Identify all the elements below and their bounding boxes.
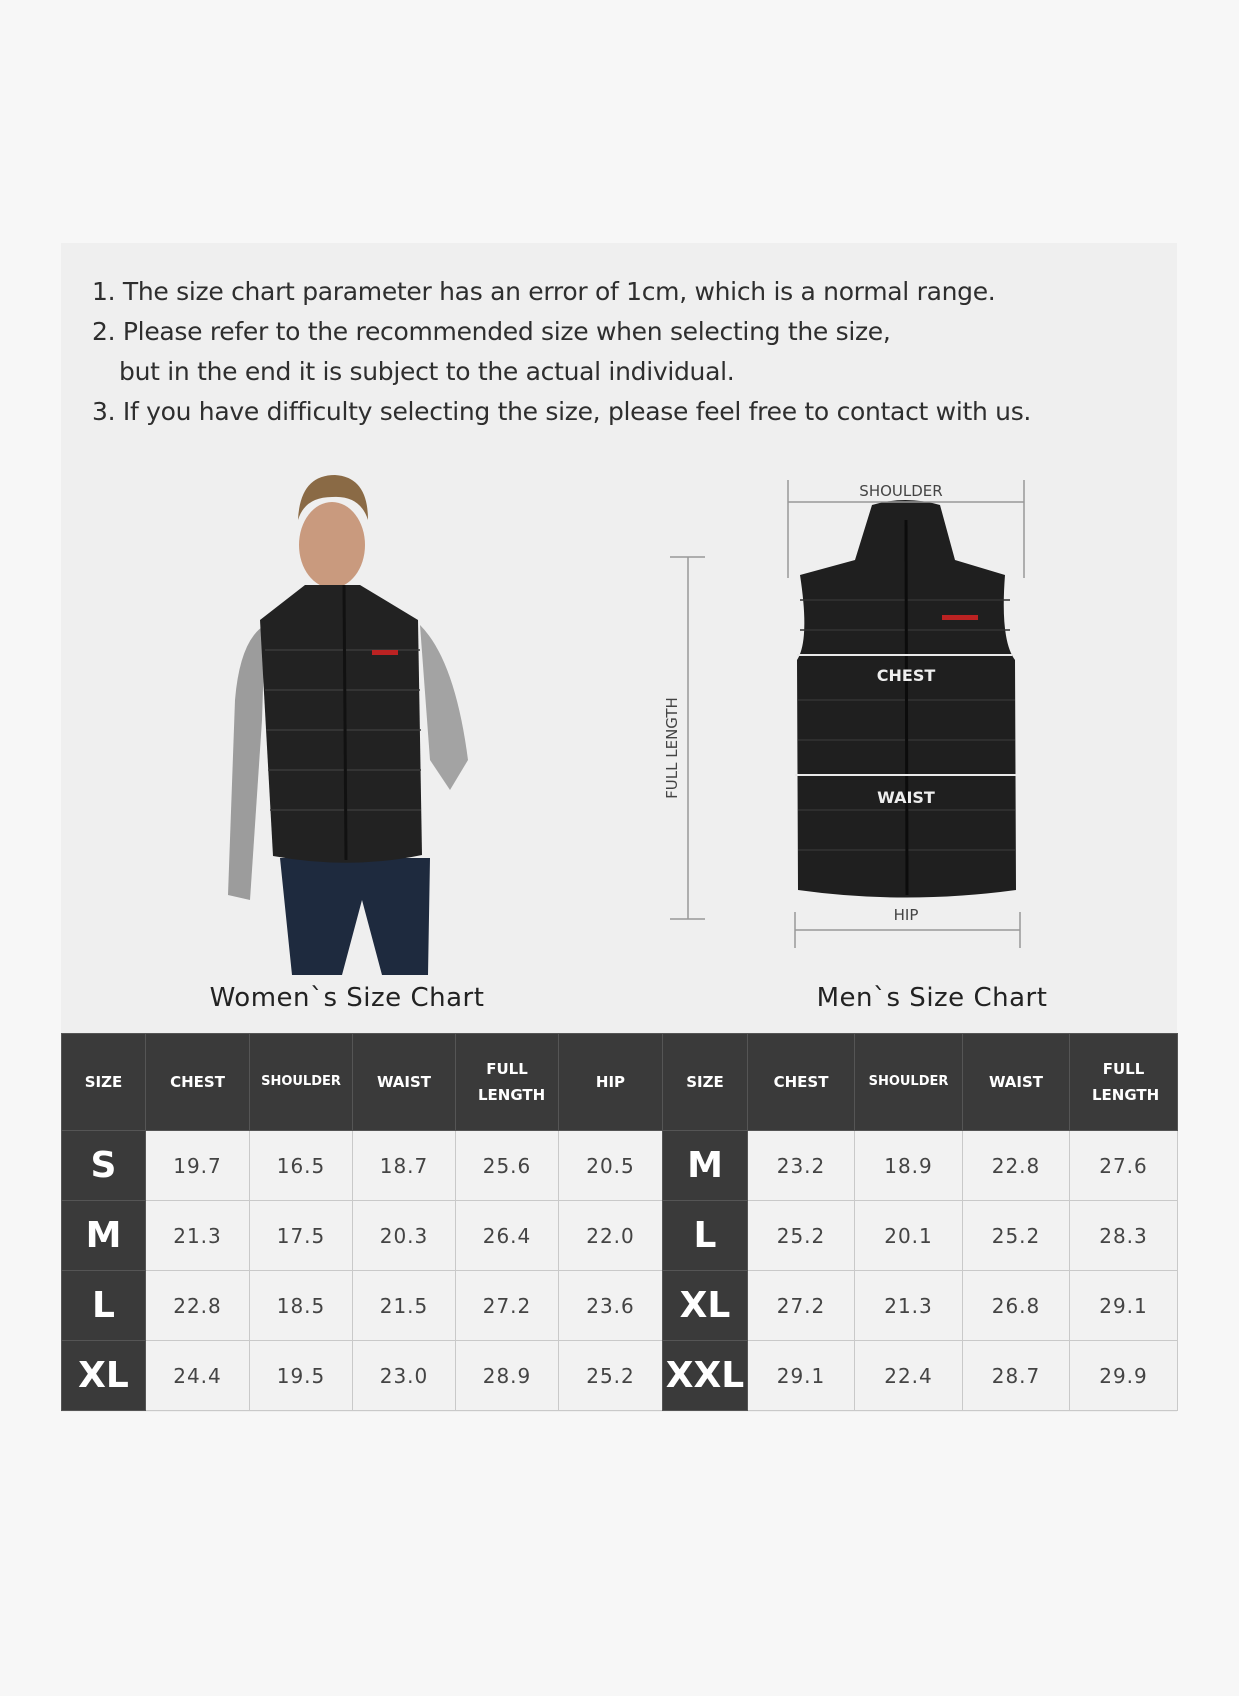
measurement-cell: 22.8 <box>146 1271 250 1341</box>
column-header: SIZE <box>663 1034 748 1131</box>
note-2: 2. Please refer to the recommended size when selecting the size, <box>92 317 891 346</box>
measurement-cell: 19.5 <box>250 1341 353 1411</box>
chest-label: CHEST <box>876 666 936 685</box>
measurement-cell: 22.0 <box>559 1201 663 1271</box>
measurement-cell: 22.4 <box>855 1341 963 1411</box>
column-header: SHOULDER <box>855 1034 963 1131</box>
measurement-cell: 24.4 <box>146 1341 250 1411</box>
measurement-cell: 28.3 <box>1070 1201 1178 1271</box>
column-header: WAIST <box>353 1034 456 1131</box>
column-header: HIP <box>559 1034 663 1131</box>
measurement-cell: 27.2 <box>456 1271 559 1341</box>
measurement-cell: 25.2 <box>963 1201 1070 1271</box>
measurement-cell: 23.6 <box>559 1271 663 1341</box>
measurement-cell: 28.9 <box>456 1341 559 1411</box>
column-header: WAIST <box>963 1034 1070 1131</box>
measurement-cell: 25.6 <box>456 1131 559 1201</box>
measurement-cell: 21.5 <box>353 1271 456 1341</box>
waist-label: WAIST <box>877 788 935 807</box>
table-row <box>663 1271 1178 1341</box>
column-header: FULL LENGTH <box>456 1034 559 1131</box>
measurement-cell: 26.8 <box>963 1271 1070 1341</box>
measurement-cell: 21.3 <box>855 1271 963 1341</box>
measurement-cell: 25.2 <box>559 1341 663 1411</box>
size-label: L <box>62 1271 146 1341</box>
size-label: L <box>663 1201 748 1271</box>
column-header: CHEST <box>748 1034 855 1131</box>
measurement-cell: 21.3 <box>146 1201 250 1271</box>
model-photo <box>228 475 468 975</box>
men-chart-title: Men`s Size Chart <box>816 983 1048 1013</box>
men-size-table <box>662 1033 1178 1411</box>
column-header: CHEST <box>146 1034 250 1131</box>
measurement-cell: 17.5 <box>250 1201 353 1271</box>
measurement-cell: 16.5 <box>250 1131 353 1201</box>
measurement-cell: 28.7 <box>963 1341 1070 1411</box>
column-header: SHOULDER <box>250 1034 353 1131</box>
measurement-cell: 20.3 <box>353 1201 456 1271</box>
measurement-cell: 18.7 <box>353 1131 456 1201</box>
size-label: XL <box>62 1341 146 1411</box>
table-header-row <box>663 1034 1178 1131</box>
measurement-cell: 29.1 <box>748 1341 855 1411</box>
table-row <box>62 1201 663 1271</box>
table-row <box>62 1341 663 1411</box>
table-row <box>663 1341 1178 1411</box>
vest-diagram <box>797 500 1016 898</box>
measurement-cell: 22.8 <box>963 1131 1070 1201</box>
size-label: S <box>62 1131 146 1201</box>
measurement-cell: 29.9 <box>1070 1341 1178 1411</box>
measurement-cell: 23.2 <box>748 1131 855 1201</box>
size-label: M <box>62 1201 146 1271</box>
measurement-cell: 20.5 <box>559 1131 663 1201</box>
measurement-cell: 27.6 <box>1070 1131 1178 1201</box>
measurement-cell: 18.5 <box>250 1271 353 1341</box>
note-3: 3. If you have difficulty selecting the size, please feel free to contact with us. <box>92 397 1032 426</box>
women-size-table <box>61 1033 663 1411</box>
size-label: XL <box>663 1271 748 1341</box>
column-header: FULL LENGTH <box>1070 1034 1178 1131</box>
table-row <box>663 1131 1178 1201</box>
women-chart-title: Women`s Size Chart <box>209 983 485 1013</box>
note-1: 1. The size chart parameter has an error of 1cm, which is a normal range. <box>92 277 996 306</box>
table-row <box>62 1271 663 1341</box>
measurement-cell: 25.2 <box>748 1201 855 1271</box>
full-length-label: FULL LENGTH <box>663 697 681 799</box>
measurement-cell: 18.9 <box>855 1131 963 1201</box>
shoulder-label: SHOULDER <box>859 482 943 500</box>
note-2-continued: but in the end it is subject to the actual individual. <box>119 357 735 386</box>
size-label: M <box>663 1131 748 1201</box>
table-row <box>663 1201 1178 1271</box>
column-header: SIZE <box>62 1034 146 1131</box>
measurement-cell: 29.1 <box>1070 1271 1178 1341</box>
hip-label: HIP <box>893 906 919 924</box>
measurement-cell: 19.7 <box>146 1131 250 1201</box>
measurement-cell: 20.1 <box>855 1201 963 1271</box>
measurement-cell: 23.0 <box>353 1341 456 1411</box>
table-row <box>62 1131 663 1201</box>
size-label: XXL <box>663 1341 748 1411</box>
measurement-cell: 27.2 <box>748 1271 855 1341</box>
measurement-cell: 26.4 <box>456 1201 559 1271</box>
table-header-row <box>62 1034 663 1131</box>
